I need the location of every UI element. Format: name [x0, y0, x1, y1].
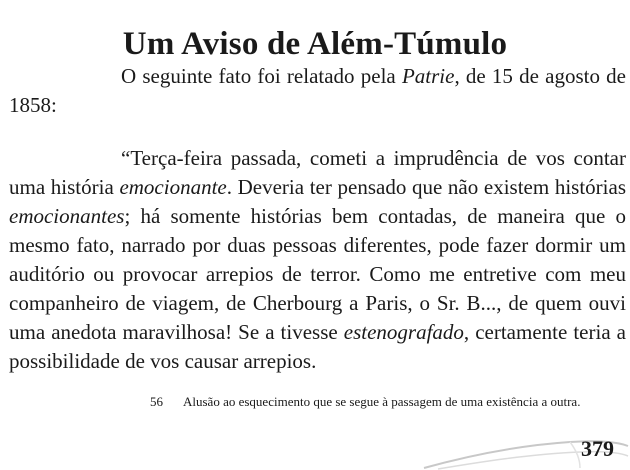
quote-text-1: “Terça-feira passada, cometi a imprudência de vos contar uma história	[9, 146, 626, 199]
footnote-number: 56	[150, 394, 163, 409]
quote-italic-2: emocionantes	[9, 204, 125, 228]
intro-rest-text: , de 15 de agosto de 1858:	[9, 64, 626, 117]
quote-italic-3: estenografado	[343, 320, 464, 344]
quote-text-3: ; há somente histórias bem contadas, de maneira que o mesmo fato, narrado por duas pessoas diferentes, pode fazer dormir um auditório ou provocar arrepios de terror. Como me entretive com meu companheiro de viagem, de Cherbourg a Paris, o Sr. B..., de quem ouvi uma anedota maravilhosa! Se a tivesse	[9, 204, 626, 344]
footnote-text: Alusão ao esquecimento que se segue à passagem de uma existência a outra.	[183, 394, 581, 409]
main-text	[9, 62, 626, 376]
intro-lead-text: O seguinte fato foi relatado pela	[121, 64, 402, 88]
quote-italic-1: emocionante	[119, 175, 227, 199]
paragraph-quote	[9, 144, 626, 376]
footnote	[150, 393, 618, 410]
chapter-title: Um Aviso de Além-Túmulo	[122, 26, 508, 63]
page-number: 379	[581, 436, 614, 461]
quote-text-4: , certamente teria a possibilidade de vos causar arrepios.	[9, 320, 626, 373]
quote-text-2: . Deveria ter pensado que não existem histórias	[226, 175, 626, 199]
paragraph-intro	[9, 62, 626, 120]
newspaper-name: Patrie	[401, 64, 455, 88]
